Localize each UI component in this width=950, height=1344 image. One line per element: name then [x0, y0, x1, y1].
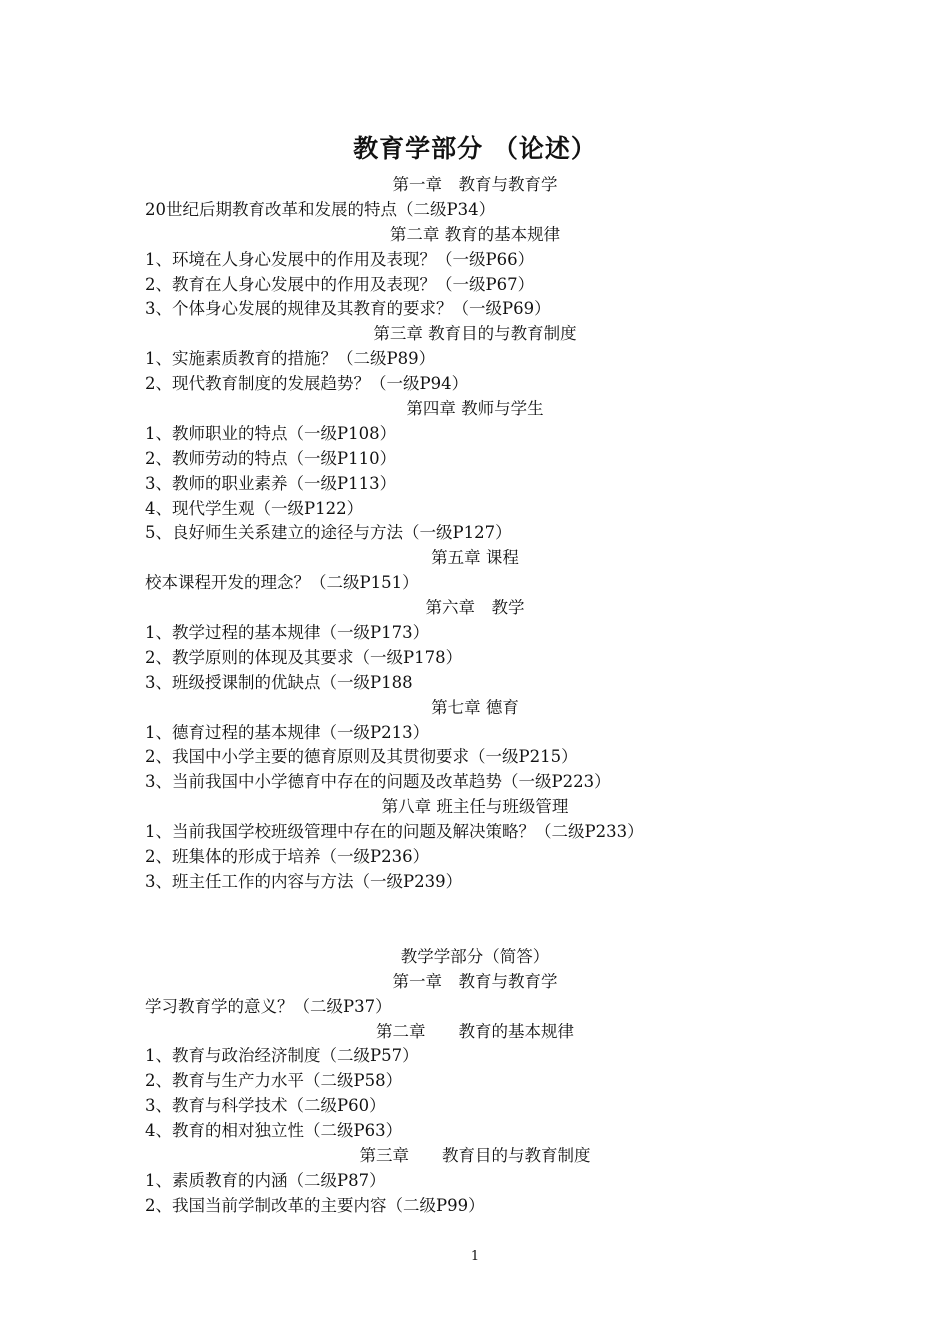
page-title: 教育学部分 （论述）	[353, 134, 597, 163]
list-item: 2、我国中小学主要的德育原则及其贯彻要求（一级P215）	[145, 747, 578, 767]
list-item: 学习教育学的意义？（二级P37）	[145, 996, 392, 1016]
list-item: 校本课程开发的理念？（二级P151）	[145, 573, 419, 593]
chapter-title: 第一章 教育与教育学	[392, 175, 558, 194]
list-item: 3、班级授课制的优缺点（一级P188	[145, 672, 413, 692]
list-item: 3、个体身心发展的规律及其教育的要求？（一级P69）	[145, 299, 551, 319]
list-item: 1、当前我国学校班级管理中存在的问题及解决策略？（二级P233）	[145, 822, 644, 842]
list-item: 20世纪后期教育改革和发展的特点（二级P34）	[145, 199, 496, 219]
list-item: 4、教育的相对独立性（二级P63）	[145, 1121, 403, 1141]
list-item: 3、教师的职业素养（一级P113）	[145, 473, 397, 493]
chapter-title: 第八章 班主任与班级管理	[381, 797, 569, 817]
chapter-title: 第一章 教育与教育学	[392, 971, 558, 991]
list-item: 2、现代教育制度的发展趋势？（一级P94）	[145, 374, 469, 394]
list-item: 2、我国当前学制改革的主要内容（二级P99）	[145, 1195, 485, 1215]
list-item: 3、教育与科学技术（二级P60）	[145, 1096, 386, 1116]
list-item: 5、良好师生关系建立的途径与方法（一级P127）	[145, 523, 512, 543]
document-section	[145, 945, 805, 1219]
chapter-title: 第四章 教师与学生	[406, 399, 544, 419]
list-item: 2、班集体的形成于培养（一级P236）	[145, 847, 430, 867]
list-item: 2、教师劳动的特点（一级P110）	[145, 448, 397, 468]
list-item: 2、教育与生产力水平（二级P58）	[145, 1071, 403, 1091]
document-body	[145, 173, 805, 1219]
page-number: 1	[470, 1249, 480, 1264]
list-item: 4、现代学生观（一级P122）	[145, 498, 364, 518]
chapter-title: 第五章 课程	[431, 548, 519, 568]
list-item: 1、教学过程的基本规律（一级P173）	[145, 623, 430, 643]
list-item: 3、当前我国中小学德育中存在的问题及改革趋势（一级P223）	[145, 772, 611, 792]
chapter-title: 第二章 教育的基本规律	[389, 224, 561, 244]
list-item: 3、班主任工作的内容与方法（一级P239）	[145, 871, 463, 891]
list-item: 1、教育与政治经济制度（二级P57）	[145, 1046, 419, 1066]
chapter-title: 第二章 教育的基本规律	[376, 1021, 574, 1041]
chapter-title: 第六章 教学	[425, 598, 525, 618]
list-item: 1、教师职业的特点（一级P108）	[145, 423, 397, 443]
list-item: 1、德育过程的基本规律（一级P213）	[145, 722, 430, 742]
list-item: 1、素质教育的内涵（二级P87）	[145, 1170, 386, 1190]
document-section	[145, 173, 805, 895]
list-item: 1、环境在人身心发展中的作用及表现？（一级P66）	[145, 249, 535, 269]
list-item: 2、教学原则的体现及其要求（一级P178）	[145, 647, 463, 667]
chapter-title: 第三章 教育目的与教育制度	[359, 1145, 591, 1165]
list-item: 1、实施素质教育的措施？（二级P89）	[145, 349, 436, 369]
chapter-title: 第三章 教育目的与教育制度	[373, 324, 577, 344]
list-item: 2、教育在人身心发展中的作用及表现？（一级P67）	[145, 274, 535, 294]
chapter-title: 第七章 德育	[431, 697, 519, 717]
section-heading: 教学学部分（简答）	[400, 946, 550, 966]
